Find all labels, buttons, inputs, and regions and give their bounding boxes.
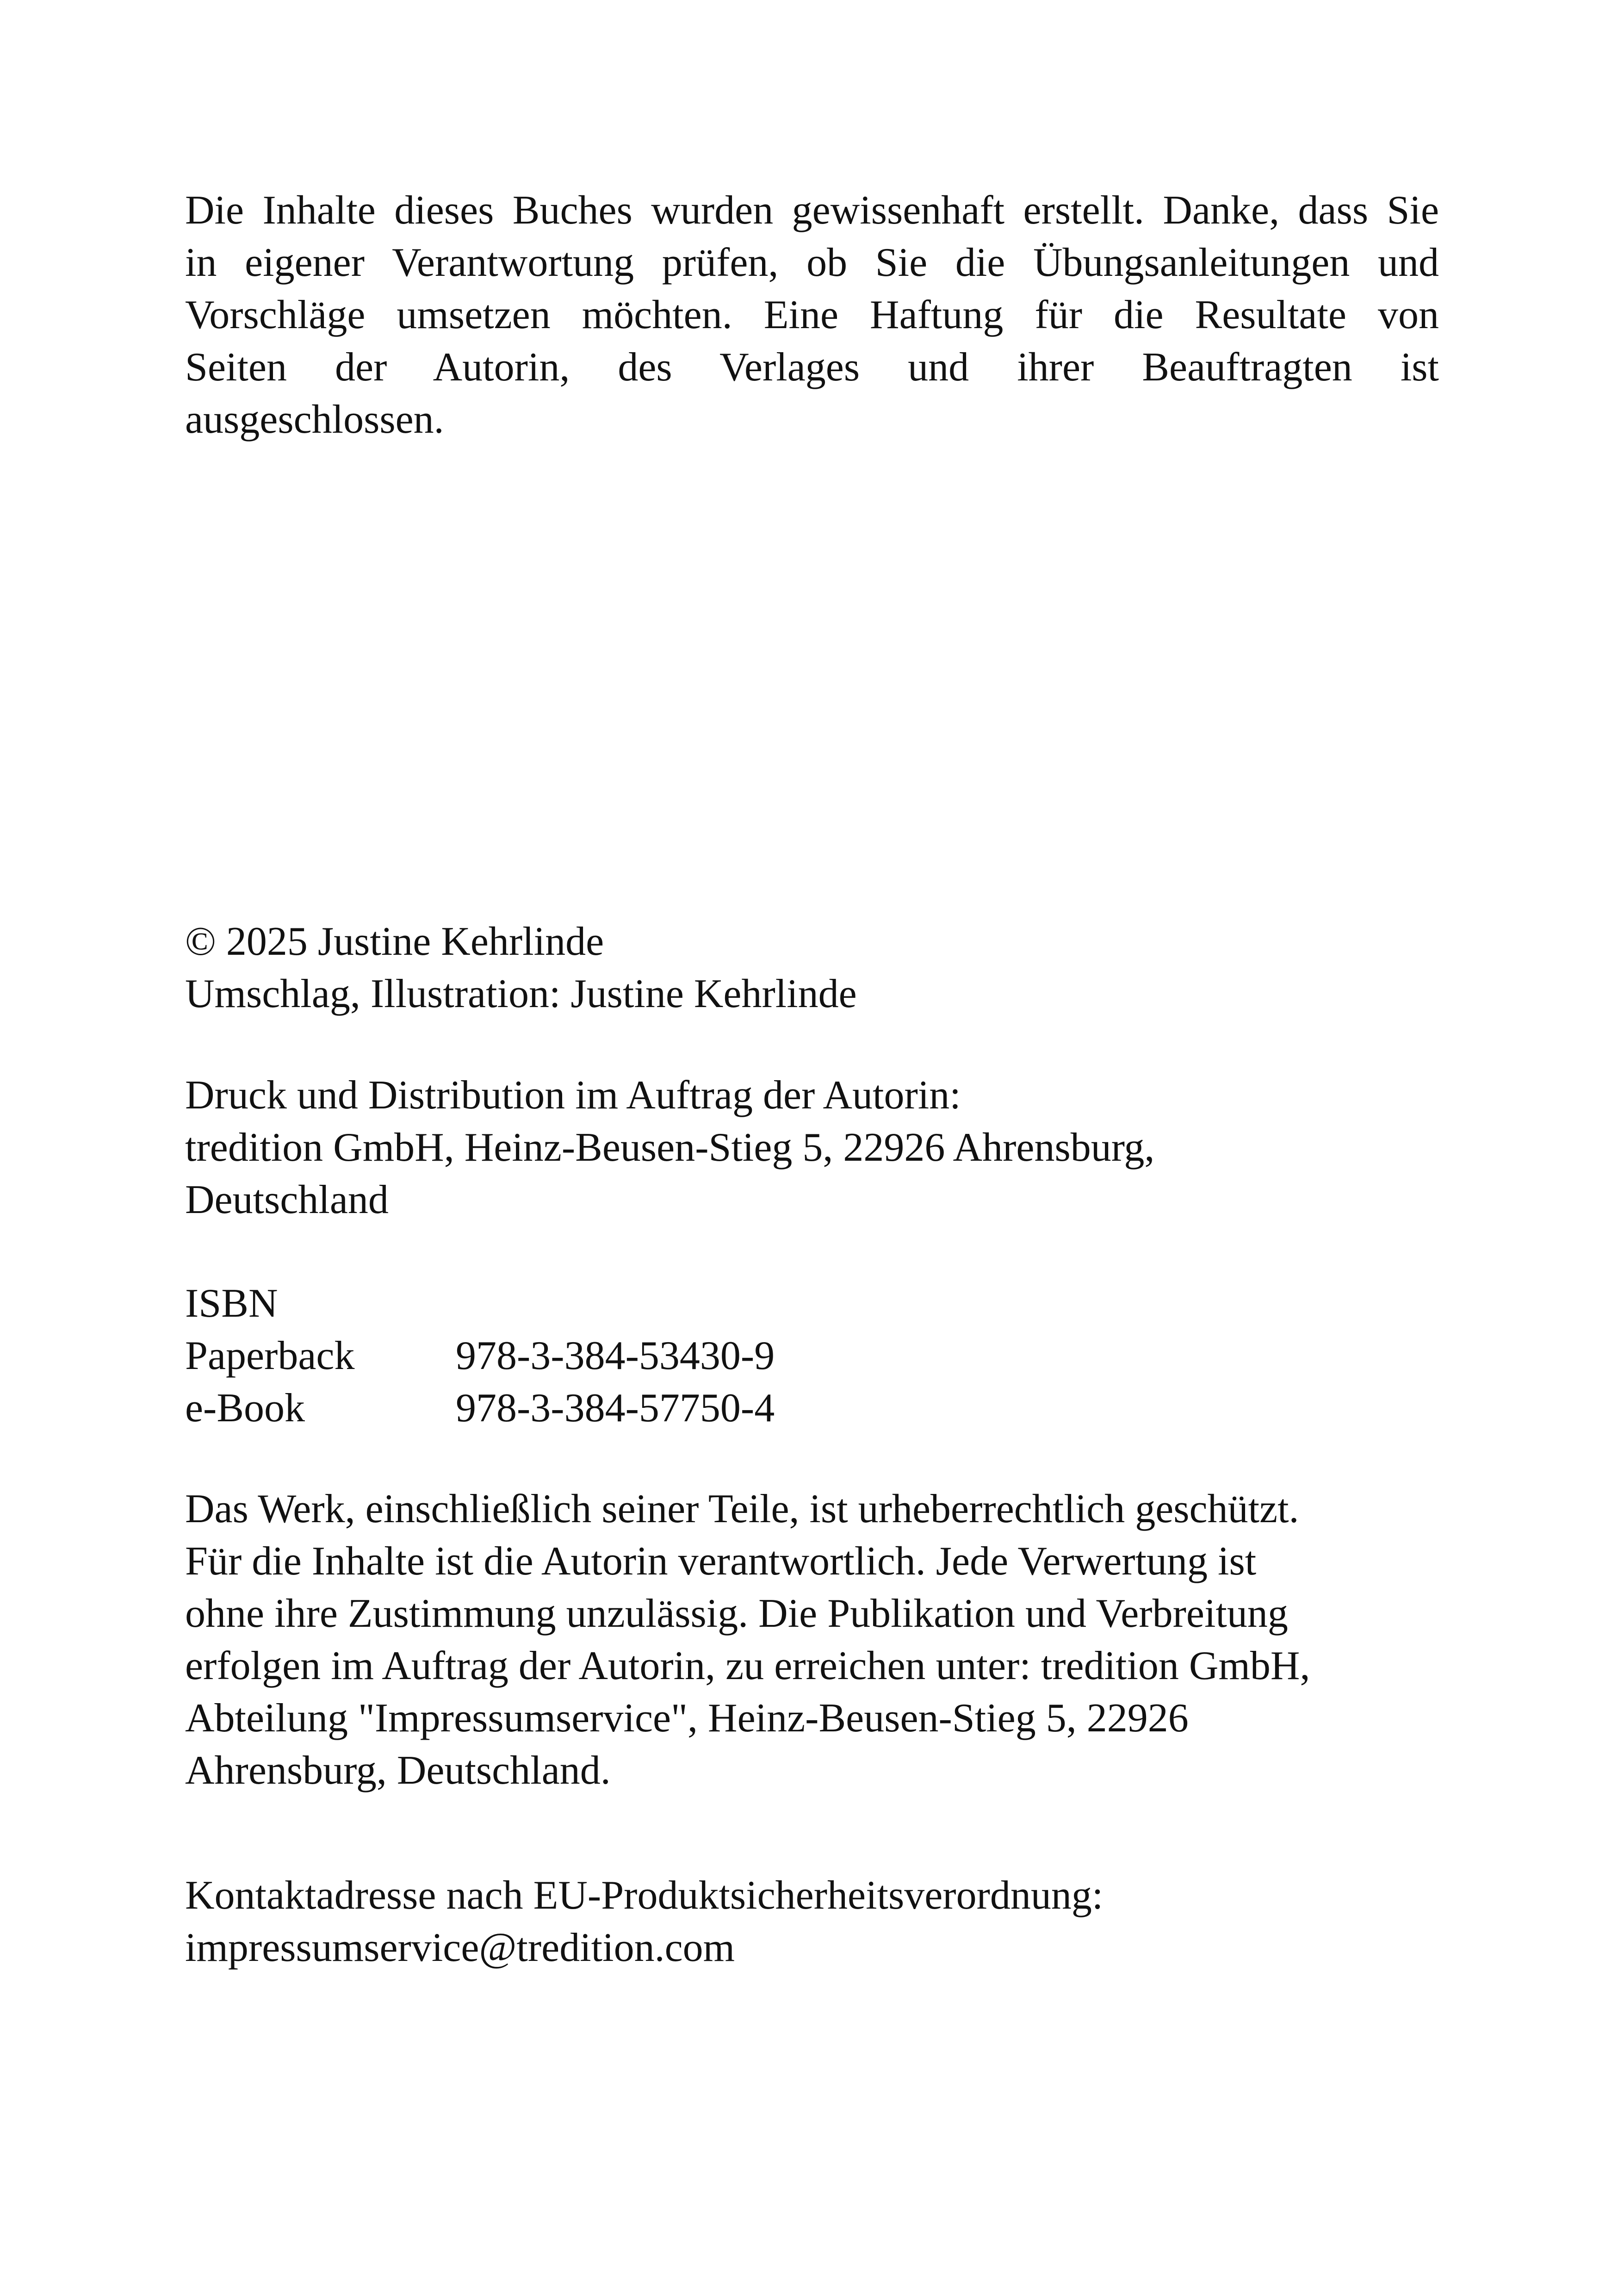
distribution-line: tredition GmbH, Heinz-Beusen-Stieg 5, 22926 Ahrensburg, — [185, 1125, 1155, 1170]
distribution-line: Deutschland — [185, 1177, 389, 1222]
cover-illustration-credit: Umschlag, Illustration: Justine Kehrlinde — [185, 971, 857, 1016]
isbn-number: 978-3-384-57750-4 — [456, 1386, 775, 1431]
isbn-row-ebook — [185, 1382, 1439, 1434]
isbn-number: 978-3-384-53430-9 — [456, 1333, 775, 1378]
isbn-label: e-Book — [185, 1386, 305, 1431]
rights-line: Abteilung "Impressumservice", Heinz-Beusen-Stieg 5, 22926 — [185, 1696, 1189, 1741]
disclaimer-line: in eigener Verantwortung prüfen, ob Sie die Übungsanleitungen und — [185, 240, 1439, 285]
disclaimer-line: Vorschläge umsetzen möchten. Eine Haftung für die Resultate von — [185, 292, 1439, 337]
copyright-notice: © 2025 Justine Kehrlinde — [185, 919, 604, 964]
rights-line: ohne ihre Zustimmung unzulässig. Die Publikation und Verbreitung — [185, 1591, 1288, 1636]
isbn-heading: ISBN — [185, 1281, 278, 1326]
rights-line: Das Werk, einschließlich seiner Teile, ist urheberrechtlich geschützt. — [185, 1487, 1299, 1531]
rights-paragraph — [185, 1483, 1439, 1797]
rights-line: Für die Inhalte ist die Autorin verantwortlich. Jede Verwertung ist — [185, 1539, 1257, 1584]
isbn-label: Paperback — [185, 1333, 355, 1378]
contact-section — [185, 1869, 1439, 1974]
distribution-section — [185, 1069, 1439, 1226]
isbn-row-paperback — [185, 1330, 1439, 1382]
isbn-section — [185, 1277, 1439, 1434]
disclaimer-line: Seiten der Autorin, des Verlages und ihrer Beauftragten ist — [185, 345, 1439, 390]
disclaimer-paragraph — [185, 184, 1439, 446]
copyright-section — [185, 915, 1439, 1020]
rights-line: Ahrensburg, Deutschland. — [185, 1748, 611, 1793]
contact-email: impressumservice@tredition.com — [185, 1925, 735, 1970]
contact-label: Kontaktadresse nach EU-Produktsicherheitsverordnung: — [185, 1873, 1103, 1918]
rights-line: erfolgen im Auftrag der Autorin, zu erreichen unter: tredition GmbH, — [185, 1643, 1310, 1688]
distribution-line: Druck und Distribution im Auftrag der Autorin: — [185, 1073, 961, 1118]
disclaimer-line: ausgeschlossen. — [185, 397, 444, 442]
disclaimer-line: Die Inhalte dieses Buches wurden gewissenhaft erstellt. Danke, dass Sie — [185, 188, 1439, 233]
